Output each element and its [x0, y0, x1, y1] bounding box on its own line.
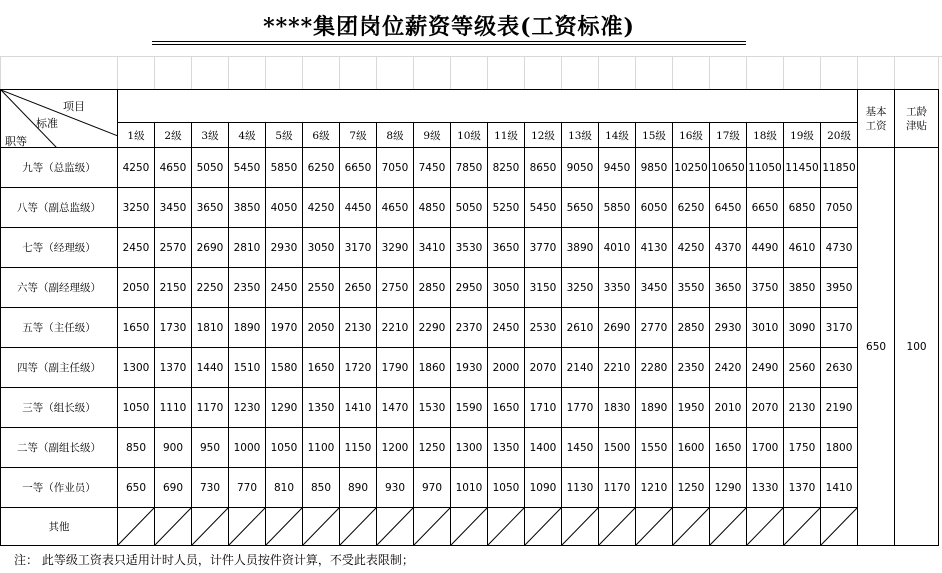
salary-cell: 3090 — [784, 308, 821, 348]
salary-cell: 770 — [229, 468, 266, 508]
title-area — [0, 0, 942, 56]
table-row — [1, 308, 939, 348]
salary-cell: 1370 — [155, 348, 192, 388]
salary-cell: 2130 — [340, 308, 377, 348]
salary-cell: 3250 — [118, 188, 155, 228]
salary-cell: 1720 — [340, 348, 377, 388]
level-header: 11级 — [488, 123, 525, 148]
level-header: 18级 — [747, 123, 784, 148]
salary-cell: 5450 — [525, 188, 562, 228]
salary-cell: 1580 — [266, 348, 303, 388]
base-salary-value: 650 — [858, 148, 895, 546]
salary-cell: 3010 — [747, 308, 784, 348]
salary-cell: 1550 — [636, 428, 673, 468]
salary-cell: 2690 — [599, 308, 636, 348]
salary-cell: 2370 — [451, 308, 488, 348]
salary-cell: 3350 — [599, 268, 636, 308]
empty-diagonal-cell — [636, 508, 673, 546]
salary-cell: 4250 — [673, 228, 710, 268]
empty-diagonal-cell — [821, 508, 858, 546]
level-header: 9级 — [414, 123, 451, 148]
salary-cell: 1350 — [303, 388, 340, 428]
level-header: 14级 — [599, 123, 636, 148]
salary-cell: 1650 — [488, 388, 525, 428]
salary-cell: 6050 — [636, 188, 673, 228]
level-header: 16级 — [673, 123, 710, 148]
salary-cell: 1500 — [599, 428, 636, 468]
salary-cell: 4490 — [747, 228, 784, 268]
salary-cell: 3450 — [636, 268, 673, 308]
salary-cell: 1370 — [784, 468, 821, 508]
salary-cell: 1050 — [118, 388, 155, 428]
salary-cell: 4010 — [599, 228, 636, 268]
salary-cell: 4650 — [155, 148, 192, 188]
salary-cell: 5850 — [599, 188, 636, 228]
salary-cell: 1800 — [821, 428, 858, 468]
salary-cell: 650 — [118, 468, 155, 508]
salary-cell: 3650 — [488, 228, 525, 268]
salary-cell: 1290 — [266, 388, 303, 428]
salary-cell: 690 — [155, 468, 192, 508]
salary-cell: 4050 — [266, 188, 303, 228]
level-header: 5级 — [266, 123, 303, 148]
salary-cell: 3650 — [192, 188, 229, 228]
salary-cell: 2650 — [340, 268, 377, 308]
salary-cell: 8250 — [488, 148, 525, 188]
other-label: 其他 — [1, 508, 118, 546]
empty-diagonal-cell — [118, 508, 155, 546]
salary-cell: 3890 — [562, 228, 599, 268]
rank-label: 四等（副主任级） — [1, 348, 118, 388]
level-header: 15级 — [636, 123, 673, 148]
salary-cell: 5650 — [562, 188, 599, 228]
salary-cell: 1890 — [229, 308, 266, 348]
salary-cell: 5850 — [266, 148, 303, 188]
salary-cell: 1730 — [155, 308, 192, 348]
salary-cell: 2070 — [747, 388, 784, 428]
salary-cell: 4250 — [118, 148, 155, 188]
salary-cell: 7450 — [414, 148, 451, 188]
salary-cell: 2750 — [377, 268, 414, 308]
salary-cell: 7850 — [451, 148, 488, 188]
empty-diagonal-cell — [303, 508, 340, 546]
salary-cell: 1890 — [636, 388, 673, 428]
salary-cell: 2550 — [303, 268, 340, 308]
salary-cell: 1650 — [118, 308, 155, 348]
salary-cell: 1650 — [710, 428, 747, 468]
salary-cell: 2770 — [636, 308, 673, 348]
salary-cell: 2000 — [488, 348, 525, 388]
salary-cell: 1230 — [229, 388, 266, 428]
salary-cell: 2130 — [784, 388, 821, 428]
salary-cell: 4250 — [303, 188, 340, 228]
salary-cell: 1290 — [710, 468, 747, 508]
salary-cell: 1790 — [377, 348, 414, 388]
salary-cell: 1050 — [488, 468, 525, 508]
salary-cell: 9450 — [599, 148, 636, 188]
salary-cell: 4370 — [710, 228, 747, 268]
empty-diagonal-cell — [673, 508, 710, 546]
other-row — [1, 508, 939, 546]
empty-diagonal-cell — [562, 508, 599, 546]
salary-cell: 1530 — [414, 388, 451, 428]
salary-cell: 1110 — [155, 388, 192, 428]
salary-cell: 1250 — [673, 468, 710, 508]
salary-cell: 2150 — [155, 268, 192, 308]
level-header: 17级 — [710, 123, 747, 148]
rank-label: 七等（经理级） — [1, 228, 118, 268]
rank-label: 五等（主任级） — [1, 308, 118, 348]
salary-cell: 3250 — [562, 268, 599, 308]
rank-label: 六等（副经理级） — [1, 268, 118, 308]
empty-diagonal-cell — [266, 508, 303, 546]
seniority-label: 工龄津贴 — [906, 105, 928, 132]
salary-cell: 11850 — [821, 148, 858, 188]
salary-cell: 1150 — [340, 428, 377, 468]
salary-cell: 1350 — [488, 428, 525, 468]
salary-cell: 730 — [192, 468, 229, 508]
salary-cell: 2810 — [229, 228, 266, 268]
salary-cell: 930 — [377, 468, 414, 508]
rank-label: 二等（副组长级） — [1, 428, 118, 468]
salary-cell: 1810 — [192, 308, 229, 348]
salary-cell: 3170 — [821, 308, 858, 348]
salary-cell: 7050 — [377, 148, 414, 188]
salary-cell: 3170 — [340, 228, 377, 268]
salary-cell: 11050 — [747, 148, 784, 188]
salary-cell: 850 — [118, 428, 155, 468]
base-salary-label: 基本工资 — [865, 105, 887, 132]
level-header: 2级 — [155, 123, 192, 148]
salary-cell: 1100 — [303, 428, 340, 468]
empty-diagonal-cell — [488, 508, 525, 546]
salary-cell: 9050 — [562, 148, 599, 188]
salary-cell: 2450 — [266, 268, 303, 308]
salary-cell: 1300 — [118, 348, 155, 388]
salary-cell: 7050 — [821, 188, 858, 228]
salary-cell: 6250 — [673, 188, 710, 228]
salary-cell: 2930 — [710, 308, 747, 348]
page-title: ****集团岗位薪资等级表(工资标准) — [263, 14, 635, 40]
salary-cell: 1090 — [525, 468, 562, 508]
salary-cell: 2050 — [303, 308, 340, 348]
rank-label: 九等（总监级） — [1, 148, 118, 188]
salary-cell: 3050 — [488, 268, 525, 308]
salary-cell: 2190 — [821, 388, 858, 428]
salary-cell: 5250 — [488, 188, 525, 228]
table-row — [1, 268, 939, 308]
salary-cell: 2010 — [710, 388, 747, 428]
table-row — [1, 348, 939, 388]
rank-label: 八等（副总监级） — [1, 188, 118, 228]
salary-cell: 3770 — [525, 228, 562, 268]
salary-cell: 2850 — [414, 268, 451, 308]
empty-diagonal-cell — [414, 508, 451, 546]
salary-cell: 1510 — [229, 348, 266, 388]
seniority-header — [895, 90, 939, 148]
salary-cell: 5450 — [229, 148, 266, 188]
salary-cell: 6650 — [747, 188, 784, 228]
salary-cell: 900 — [155, 428, 192, 468]
salary-cell: 9850 — [636, 148, 673, 188]
salary-cell: 2250 — [192, 268, 229, 308]
level-header: 8级 — [377, 123, 414, 148]
salary-cell: 5050 — [451, 188, 488, 228]
salary-cell: 6850 — [784, 188, 821, 228]
salary-cell: 2950 — [451, 268, 488, 308]
salary-cell: 3050 — [303, 228, 340, 268]
salary-cell: 1860 — [414, 348, 451, 388]
salary-cell: 6650 — [340, 148, 377, 188]
table-row — [1, 148, 939, 188]
salary-cell: 3530 — [451, 228, 488, 268]
salary-cell: 1700 — [747, 428, 784, 468]
salary-cell: 1930 — [451, 348, 488, 388]
salary-cell: 1830 — [599, 388, 636, 428]
salary-cell: 850 — [303, 468, 340, 508]
salary-cell: 2350 — [673, 348, 710, 388]
corner-standard-label: 标准 — [36, 117, 58, 130]
salary-cell: 1410 — [821, 468, 858, 508]
empty-diagonal-cell — [451, 508, 488, 546]
salary-cell: 2140 — [562, 348, 599, 388]
salary-cell: 890 — [340, 468, 377, 508]
salary-cell: 5050 — [192, 148, 229, 188]
salary-cell: 2610 — [562, 308, 599, 348]
salary-cell: 1590 — [451, 388, 488, 428]
corner-item-label: 项目 — [63, 100, 85, 113]
salary-cell: 2070 — [525, 348, 562, 388]
empty-diagonal-cell — [525, 508, 562, 546]
salary-cell: 1250 — [414, 428, 451, 468]
salary-cell: 1400 — [525, 428, 562, 468]
base-salary-header — [858, 90, 895, 148]
level-header: 10级 — [451, 123, 488, 148]
salary-cell: 2290 — [414, 308, 451, 348]
empty-diagonal-cell — [784, 508, 821, 546]
salary-table — [0, 89, 939, 546]
salary-cell: 1770 — [562, 388, 599, 428]
empty-diagonal-cell — [377, 508, 414, 546]
salary-cell: 1750 — [784, 428, 821, 468]
salary-cell: 3950 — [821, 268, 858, 308]
salary-cell: 2280 — [636, 348, 673, 388]
salary-cell: 1130 — [562, 468, 599, 508]
salary-cell: 3410 — [414, 228, 451, 268]
salary-cell: 1170 — [599, 468, 636, 508]
salary-cell: 1170 — [192, 388, 229, 428]
title-underline-top — [152, 41, 746, 42]
footnote: 注： 此等级工资表只适用计时人员，计件人员按件资计算，不受此表限制； — [14, 553, 414, 567]
salary-cell: 1600 — [673, 428, 710, 468]
salary-cell: 1970 — [266, 308, 303, 348]
salary-cell: 1650 — [303, 348, 340, 388]
salary-cell: 2560 — [784, 348, 821, 388]
salary-cell: 2930 — [266, 228, 303, 268]
salary-cell: 3450 — [155, 188, 192, 228]
salary-cell: 810 — [266, 468, 303, 508]
level-header: 12级 — [525, 123, 562, 148]
salary-cell: 3850 — [229, 188, 266, 228]
table-row — [1, 228, 939, 268]
salary-cell: 2210 — [377, 308, 414, 348]
salary-cell: 1950 — [673, 388, 710, 428]
salary-cell: 3150 — [525, 268, 562, 308]
level-header: 19级 — [784, 123, 821, 148]
level-header: 7级 — [340, 123, 377, 148]
title-underline-bottom — [152, 44, 746, 45]
salary-cell: 1210 — [636, 468, 673, 508]
salary-cell: 2450 — [488, 308, 525, 348]
salary-cell: 1470 — [377, 388, 414, 428]
salary-cell: 1200 — [377, 428, 414, 468]
salary-cell: 6450 — [710, 188, 747, 228]
salary-cell: 2450 — [118, 228, 155, 268]
salary-cell: 2530 — [525, 308, 562, 348]
salary-cell: 950 — [192, 428, 229, 468]
salary-cell: 1010 — [451, 468, 488, 508]
empty-diagonal-cell — [229, 508, 266, 546]
rank-label: 三等（组长级） — [1, 388, 118, 428]
salary-cell: 6250 — [303, 148, 340, 188]
corner-rank-label: 职等 — [5, 135, 27, 148]
salary-cell: 10250 — [673, 148, 710, 188]
level-header: 20级 — [821, 123, 858, 148]
salary-cell: 2050 — [118, 268, 155, 308]
salary-cell: 4730 — [821, 228, 858, 268]
empty-diagonal-cell — [340, 508, 377, 546]
salary-cell: 3290 — [377, 228, 414, 268]
table-row — [1, 428, 939, 468]
empty-diagonal-cell — [747, 508, 784, 546]
salary-cell: 2630 — [821, 348, 858, 388]
header-corner — [1, 90, 118, 148]
empty-diagonal-cell — [599, 508, 636, 546]
salary-cell: 1050 — [266, 428, 303, 468]
salary-cell: 4650 — [377, 188, 414, 228]
salary-cell: 11450 — [784, 148, 821, 188]
table-row — [1, 188, 939, 228]
level-header: 4级 — [229, 123, 266, 148]
salary-cell: 3550 — [673, 268, 710, 308]
salary-cell: 2210 — [599, 348, 636, 388]
salary-cell: 2420 — [710, 348, 747, 388]
level-header: 6级 — [303, 123, 340, 148]
salary-cell: 2350 — [229, 268, 266, 308]
salary-cell: 1440 — [192, 348, 229, 388]
salary-cell: 3650 — [710, 268, 747, 308]
salary-cell: 4450 — [340, 188, 377, 228]
salary-cell: 1410 — [340, 388, 377, 428]
salary-cell: 1710 — [525, 388, 562, 428]
level-header: 13级 — [562, 123, 599, 148]
salary-cell: 2850 — [673, 308, 710, 348]
salary-cell: 3850 — [784, 268, 821, 308]
level-header-blank — [118, 90, 858, 123]
salary-cell: 3750 — [747, 268, 784, 308]
level-header: 3级 — [192, 123, 229, 148]
salary-cell: 4610 — [784, 228, 821, 268]
level-header: 1级 — [118, 123, 155, 148]
table-row — [1, 388, 939, 428]
salary-cell: 4130 — [636, 228, 673, 268]
salary-cell: 1450 — [562, 428, 599, 468]
rank-label: 一等（作业员） — [1, 468, 118, 508]
salary-cell: 2490 — [747, 348, 784, 388]
salary-cell: 2570 — [155, 228, 192, 268]
salary-cell: 1000 — [229, 428, 266, 468]
salary-cell: 970 — [414, 468, 451, 508]
empty-diagonal-cell — [710, 508, 747, 546]
empty-diagonal-cell — [155, 508, 192, 546]
salary-cell: 1330 — [747, 468, 784, 508]
salary-cell: 1300 — [451, 428, 488, 468]
empty-diagonal-cell — [192, 508, 229, 546]
salary-cell: 2690 — [192, 228, 229, 268]
salary-cell: 8650 — [525, 148, 562, 188]
table-row — [1, 468, 939, 508]
salary-cell: 4850 — [414, 188, 451, 228]
seniority-value: 100 — [895, 148, 939, 546]
salary-cell: 10650 — [710, 148, 747, 188]
